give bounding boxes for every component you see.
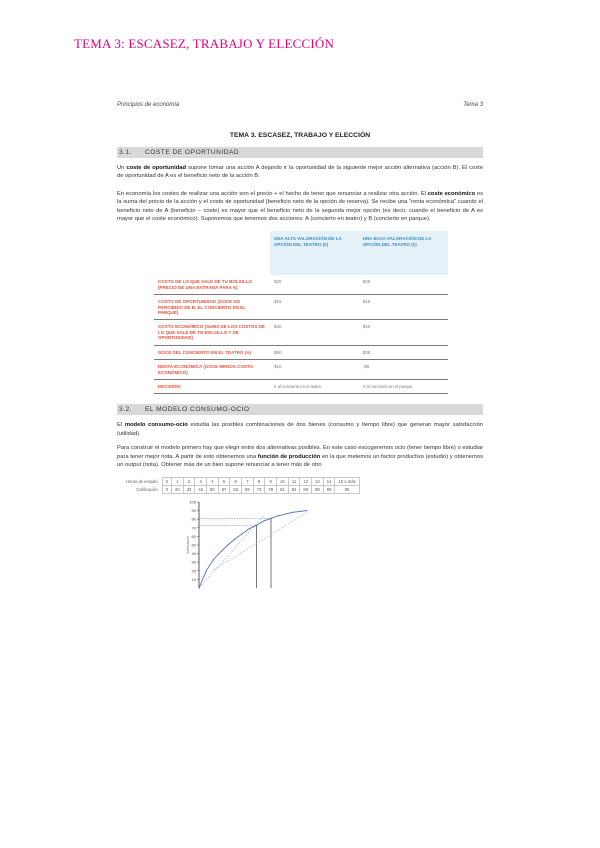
table-row [154, 320, 448, 345]
section-title: EL MODELO CONSUMO-OCIO [145, 406, 250, 414]
text-run: supone tomar una acción A dejando ir la oportunidad de la siguiente mejor acción alternativa (acción B). El coste de oportunidad de A es el beneficio neto de la acción B. [117, 165, 483, 180]
grade-cell: 86 [300, 486, 312, 494]
grade-cell: 33 [183, 486, 195, 494]
cell-value: $40 [270, 320, 359, 345]
row-label: Horas de estudio [126, 479, 158, 485]
text-run: En economía los costes de realizar una acción son el precio + el hecho de tener que renunciar a realizar otra acción. El [117, 190, 428, 197]
grade-cell: 0 [162, 486, 171, 494]
section-number: 3.2. [119, 406, 132, 414]
data-point [292, 512, 293, 513]
grade-cell: 50 [207, 486, 219, 494]
cell-value: $25 [270, 275, 359, 294]
cell-value: Ir al concierto en el parque [359, 379, 448, 393]
grade-cell: 78 [265, 486, 277, 494]
text-run: es la suma del precio de la acción y el coste de oportunidad (beneficio neto de la opción de reserva). Se recibe una "renta económica" cuando el beneficio neto de A (beneficio − coste) es mayor que el beneficio neto de la segunda mejor opción (es decir, cuando el beneficio de A es mayor que el coste económico). Suponemos que tenemos dos acciones: A (concierto en teatro) y B (concierto en parque). [117, 190, 484, 223]
hours-cell: 10 [277, 478, 289, 486]
hours-cell: 11 [288, 478, 300, 486]
hours-cell: 0 [162, 478, 171, 486]
hours-cell: 12 [300, 478, 312, 486]
hours-cell: 6 [230, 478, 242, 486]
hours-cell: 5 [218, 478, 230, 486]
running-head-right: Tema 3 [463, 102, 483, 108]
paragraph-economic-cost [117, 190, 483, 224]
y-tick-label: 90 [191, 508, 196, 514]
row-label: COSTO DE OPORTUNIDAD (GOCE NO PERCIBIDO DE B, EL CONCIERTO EN EL PARQUE) [154, 295, 270, 320]
table-row [154, 345, 448, 359]
y-tick-label: 30 [191, 560, 196, 566]
hours-cell: 3 [195, 478, 207, 486]
y-tick-label: 10 [191, 577, 196, 583]
paragraph-opportunity-cost [117, 164, 483, 181]
row-label: GOCE DEL CONCIERTO EN EL TEATRO (A) [154, 345, 270, 359]
text-run: Un [117, 165, 127, 171]
data-point [299, 511, 300, 512]
cell-value: $10 [270, 360, 359, 380]
data-point [263, 521, 264, 522]
section-heading-2 [117, 404, 483, 415]
section-heading-1 [117, 147, 483, 158]
cell-value: $35 [359, 345, 448, 359]
hours-cell: 7 [242, 478, 254, 486]
grades-row [123, 486, 359, 494]
hours-cell: 13 [312, 478, 324, 486]
production-function-figure [117, 477, 483, 594]
y-tick-label: 50 [191, 542, 196, 548]
grade-cell: 57 [218, 486, 230, 494]
table-row-decision [154, 379, 448, 393]
grade-cell: 63 [230, 486, 242, 494]
row-label: COSTO ECONÓMICO (SUMA DE LOS COSTOS DE LO QUE SALE DE TU BOLSILLO Y DE OPORTUNIDAD) [154, 320, 270, 345]
cell-value: $15 [270, 295, 359, 320]
grade-cell: 89 [323, 486, 335, 494]
data-point [256, 525, 257, 526]
data-point [285, 514, 286, 515]
hours-cell: 1 [172, 478, 184, 486]
row-label: DECISIÓN: [154, 379, 270, 393]
text-run: en la que metemos un factor productivo (estudio) y obtenemos un output (nota). Obtener más de un bien supone renunciar a tener más de otro [117, 453, 483, 468]
document-page [117, 102, 483, 594]
grade-cell: 84 [288, 486, 300, 494]
production-function-chart [181, 498, 311, 594]
bold-term: función de producción [257, 453, 321, 460]
row-label: COSTO DE LO QUE SALE DE TU BOLSILLO (PRECIO DE UNA ENTRADA PARA A) [154, 275, 270, 294]
hours-cell: 14 [323, 478, 335, 486]
paragraph-production-function [117, 444, 483, 469]
data-point [278, 516, 279, 517]
y-tick-label: 70 [191, 525, 196, 531]
table-row [154, 360, 448, 380]
bold-term: coste de oportunidad [126, 165, 187, 171]
data-point [234, 539, 235, 540]
hours-cell: 15 o más [335, 478, 359, 486]
y-axis-label: Calificación [186, 536, 190, 555]
text-run: El [117, 422, 125, 429]
helper-line [213, 513, 307, 571]
data-point [306, 510, 307, 511]
hours-cell: 9 [265, 478, 277, 486]
cell-value: $15 [359, 295, 448, 320]
cost-table-col-header: UNA ALTA VALORACIÓN DE LA OPCIÓN DEL TEATRO (€) [270, 231, 359, 275]
document-title: TEMA 3. ESCASEZ, TRABAJO Y ELECCIÓN [229, 132, 371, 139]
grade-cell: 90 [335, 486, 359, 494]
cost-table [154, 231, 448, 394]
y-tick-label: 60 [191, 534, 196, 540]
y-tick-label: 40 [191, 551, 196, 557]
row-label: RENTA ECONÓMICA (GOCE MENOS COSTO ECONÓMICO) [154, 360, 270, 380]
text-run: Para construir el modelo primero hay que elegir entre dos alternativas posibles. En este caso escogeremos ocio (tener tiempo libre) o estudiar para tener mejor nota. A partir de esto obtenemos una [117, 445, 483, 460]
data-point [213, 559, 214, 560]
hours-cell: 4 [207, 478, 219, 486]
data-point [227, 545, 228, 546]
bold-term: modelo consumo-ocio [124, 422, 188, 429]
grade-cell: 42 [195, 486, 207, 494]
bold-term: coste económico [427, 190, 476, 197]
hours-row [123, 478, 359, 486]
page-header-title: TEMA 3: ESCASEZ, TRABAJO Y ELECCIÓN [74, 36, 335, 51]
hours-cell: 8 [253, 478, 265, 486]
hours-grade-table [123, 477, 360, 494]
cell-value: $25 [359, 275, 448, 294]
cost-table-header-row [154, 231, 448, 275]
cost-table-col-header: UNA BAJA VALORACIÓN DE LA OPCIÓN DEL TEATRO (€) [359, 231, 448, 275]
running-head-left: Principios de economía [117, 102, 180, 108]
cell-value: $40 [359, 320, 448, 345]
table-row [154, 275, 448, 294]
grade-cell: 20 [172, 486, 184, 494]
cost-table-corner [154, 231, 270, 275]
grade-cell: 73 [253, 486, 265, 494]
cell-value: Ir al concierto en el teatro [270, 379, 359, 393]
paragraph-consumption-leisure [117, 421, 483, 438]
y-tick-label: 80 [191, 517, 196, 523]
running-head [117, 102, 483, 108]
section-number: 3.1. [119, 149, 132, 156]
data-point [270, 518, 271, 519]
text-run: estudia las posibles combinaciones de dos bienes (consumo y tiempo libre) que generan mayor satisfacción (utilidad) [117, 422, 484, 437]
production-curve [199, 511, 307, 588]
y-tick-label: 20 [191, 568, 196, 574]
data-point [198, 588, 199, 589]
cell-value: $50 [270, 345, 359, 359]
row-label: Calificación [136, 487, 158, 493]
data-point [220, 552, 221, 553]
grade-cell: 69 [242, 486, 254, 494]
data-point [249, 528, 250, 529]
data-point [206, 571, 207, 572]
hours-cell: 2 [183, 478, 195, 486]
grade-cell: 88 [312, 486, 324, 494]
y-tick-label: 100 [189, 499, 196, 505]
cell-value: -$5 [359, 360, 448, 380]
table-row [154, 295, 448, 320]
data-point [242, 534, 243, 535]
section-title: COSTE DE OPORTUNIDAD [145, 149, 240, 156]
grade-cell: 81 [277, 486, 289, 494]
